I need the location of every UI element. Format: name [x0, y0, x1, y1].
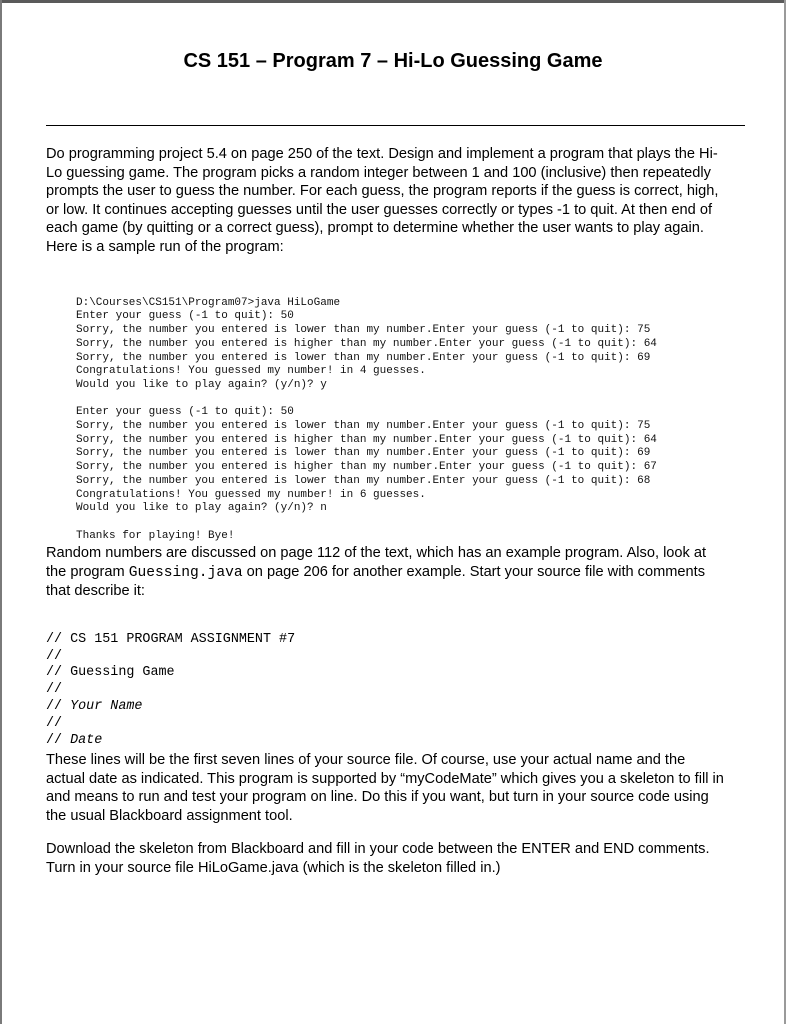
paragraph-line: actual date as indicated. This program is supported by “myCodeMate” which gives you a skeleton to fill in [46, 770, 724, 787]
paragraph-line: and means to run and test your program on line. Do this if you want, but turn in your source code using [46, 789, 709, 806]
paragraph-line: Random numbers are discussed on page 112 of the text, which has an example program. Also, look at [46, 545, 707, 561]
comment-line: // [46, 682, 63, 698]
page-title: CS 151 – Program 7 – Hi-Lo Guessing Game [183, 50, 603, 72]
download-paragraph [46, 840, 746, 877]
intro-paragraph [46, 145, 746, 257]
console-line: Sorry, the number you entered is higher than my number.Enter your guess (-1 to quit): 67 [76, 461, 657, 474]
console-line: Sorry, the number you entered is lower than my number.Enter your guess (-1 to quit): 69 [76, 447, 651, 460]
console-line: Enter your guess (-1 to quit): 50 [76, 310, 294, 323]
paragraph-line: the usual Blackboard assignment tool. [46, 807, 293, 824]
comment-line: // CS 151 PROGRAM ASSIGNMENT #7 [46, 631, 296, 647]
comment-line [46, 699, 446, 716]
console-blank-line [76, 393, 756, 407]
title-divider [46, 125, 745, 126]
console-line: Sorry, the number you entered is lower than my number.Enter your guess (-1 to quit): 75 [76, 420, 651, 433]
console-line: D:\Courses\CS151\Program07>java HiLoGame [76, 296, 341, 309]
random-numbers-paragraph [46, 544, 746, 601]
console-line: Sorry, the number you entered is lower than my number.Enter your guess (-1 to quit): 75 [76, 324, 651, 337]
paragraph-line: Turn in your source file HiLoGame.java (which is the skeleton filled in.) [46, 859, 501, 876]
comment-line [46, 733, 446, 750]
paragraph-line [46, 563, 746, 583]
intro-line: prompts the user to guess the number. For each guess, the program reports if the guess is correct, high, [46, 183, 719, 200]
intro-line: Lo guessing game. The program picks a random integer between 1 and 100 (inclusive) then repeatedly [46, 164, 711, 181]
console-line: Thanks for playing! Bye! [76, 529, 235, 542]
console-line: Congratulations! You guessed my number! in 6 guesses. [76, 488, 426, 501]
page-top-edge [0, 0, 786, 3]
comment-prefix: // [46, 732, 71, 748]
console-line: Congratulations! You guessed my number! in 4 guesses. [76, 365, 426, 378]
comment-line: // [46, 715, 63, 731]
console-line: Would you like to play again? (y/n)? n [76, 502, 327, 515]
paragraph-line: Download the skeleton from Blackboard and fill in your code between the ENTER and END comments. [46, 841, 710, 857]
paragraph-line: that describe it: [46, 583, 145, 600]
console-line: Sorry, the number you entered is higher than my number.Enter your guess (-1 to quit): 64 [76, 337, 657, 350]
comment-line: // [46, 648, 63, 664]
page-left-edge [0, 0, 2, 1024]
comment-line: // Guessing Game [46, 665, 175, 681]
comment-prefix: // [46, 698, 71, 714]
intro-line: Here is a sample run of the program: [46, 238, 284, 255]
intro-line: Do programming project 5.4 on page 250 of the text. Design and implement a program that plays the Hi- [46, 146, 718, 162]
source-file-paragraph [46, 751, 746, 825]
comment-your-name: Your Name [70, 698, 143, 714]
inline-code-filename: Guessing.java [128, 564, 243, 581]
intro-line: or low. It continues accepting guesses until the user guesses correctly or types -1 to quit. At then end of [46, 201, 713, 218]
console-line: Would you like to play again? (y/n)? y [76, 378, 327, 391]
paragraph-text: the program [46, 563, 129, 580]
console-blank-line [76, 516, 756, 530]
paragraph-line: These lines will be the first seven lines of your source file. Of course, use your actual name and the [46, 752, 686, 768]
header-comment-block [46, 615, 446, 766]
console-line: Enter your guess (-1 to quit): 50 [76, 406, 294, 419]
comment-date: Date [70, 732, 103, 748]
intro-line: each game (by quitting or a correct guess), prompt to determine whether the user wants to play again. [46, 220, 704, 237]
paragraph-text: on page 206 for another example. Start your source file with comments [242, 563, 705, 580]
console-line: Sorry, the number you entered is higher than my number.Enter your guess (-1 to quit): 64 [76, 433, 657, 446]
sample-run-output [76, 283, 756, 557]
console-line: Sorry, the number you entered is lower than my number.Enter your guess (-1 to quit): 69 [76, 351, 651, 364]
console-line: Sorry, the number you entered is lower than my number.Enter your guess (-1 to quit): 68 [76, 474, 651, 487]
